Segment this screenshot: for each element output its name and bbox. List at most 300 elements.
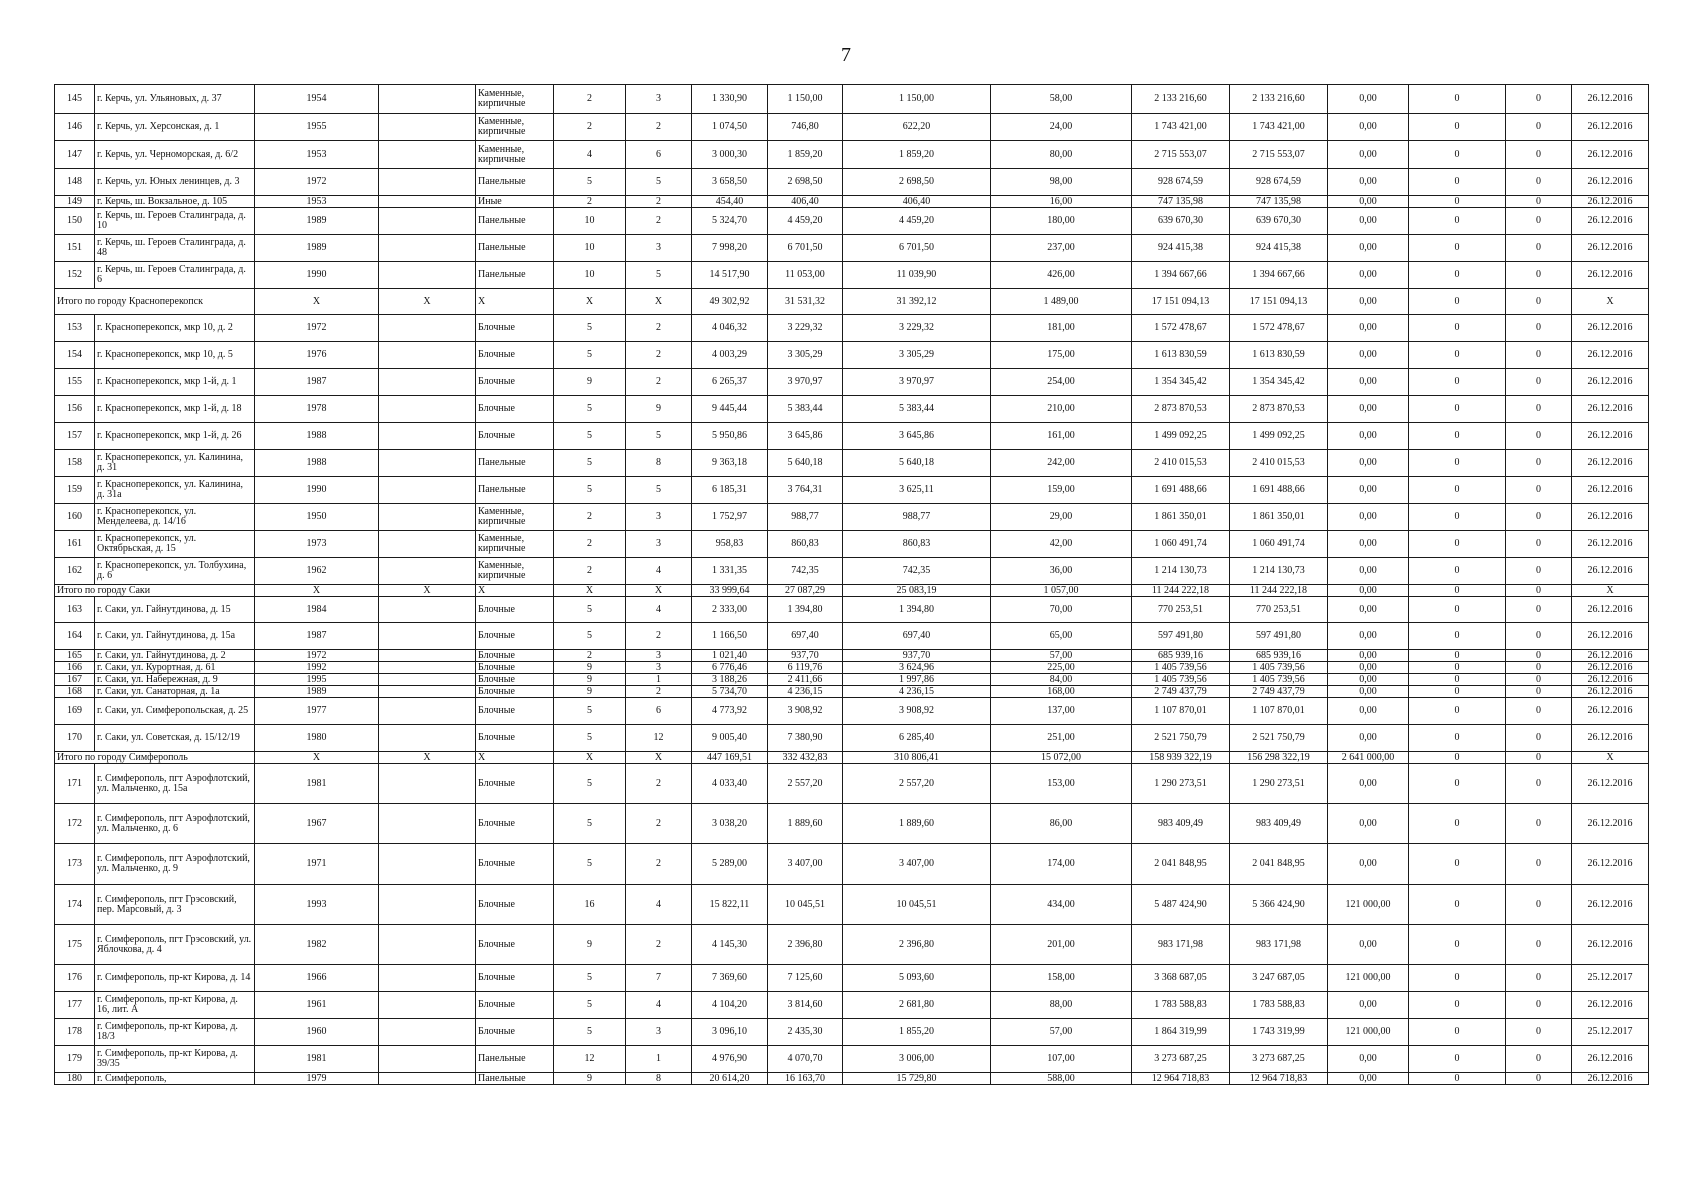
total-cost-cell: 1 783 588,83	[1132, 992, 1230, 1019]
planned-date-cell: 26.12.2016	[1572, 1073, 1649, 1085]
owners-cost-cell: 0	[1506, 698, 1572, 725]
total-cost-cell: 1 499 092,25	[1132, 423, 1230, 450]
fund-cost-cell: 12 964 718,83	[1230, 1073, 1328, 1085]
floors-cell: 2	[554, 114, 626, 141]
residents-count-cell: 588,00	[991, 1073, 1132, 1085]
floors-cell: 9	[554, 674, 626, 686]
budget-cost-cell: 0	[1409, 423, 1506, 450]
residents-count-cell: 58,00	[991, 85, 1132, 114]
year-built-cell: 1960	[255, 1019, 379, 1046]
table-body	[55, 85, 1649, 1085]
fund-cost-cell: 597 491,80	[1230, 623, 1328, 650]
residential-area-cell: 3 814,60	[768, 992, 843, 1019]
other-funds-cost-cell: 0,00	[1328, 396, 1409, 423]
budget-cost-cell: 0	[1409, 289, 1506, 315]
table-row	[55, 650, 1649, 662]
entrances-cell: X	[626, 585, 692, 597]
fund-cost-cell: 1 107 870,01	[1230, 698, 1328, 725]
total-cost-cell: 2 133 216,60	[1132, 85, 1230, 114]
total-cost-cell: 1 107 870,01	[1132, 698, 1230, 725]
wall-material-cell: Блочные	[476, 369, 554, 396]
residents-count-cell: 1 057,00	[991, 585, 1132, 597]
wall-material-cell: Блочные	[476, 342, 554, 369]
year-renovated-cell	[379, 531, 476, 558]
residential-area-cell: 3 764,31	[768, 477, 843, 504]
year-renovated-cell	[379, 725, 476, 752]
planned-date-cell: 26.12.2016	[1572, 1046, 1649, 1073]
row-number-cell: 161	[55, 531, 95, 558]
residential-area-private-cell: 5 093,60	[843, 965, 991, 992]
table-row	[55, 262, 1649, 289]
table-row	[55, 235, 1649, 262]
residential-area-private-cell: 2 681,80	[843, 992, 991, 1019]
other-funds-cost-cell: 0,00	[1328, 725, 1409, 752]
owners-cost-cell: 0	[1506, 423, 1572, 450]
floors-cell: 9	[554, 686, 626, 698]
residential-area-private-cell: 11 039,90	[843, 262, 991, 289]
year-renovated-cell	[379, 1073, 476, 1085]
residential-area-cell: 1 394,80	[768, 597, 843, 623]
residential-area-cell: 11 053,00	[768, 262, 843, 289]
year-built-cell: 1981	[255, 764, 379, 804]
row-number-cell: 169	[55, 698, 95, 725]
year-renovated-cell	[379, 169, 476, 196]
residential-area-private-cell: 10 045,51	[843, 885, 991, 925]
entrances-cell: 3	[626, 235, 692, 262]
wall-material-cell: Блочные	[476, 698, 554, 725]
owners-cost-cell: 0	[1506, 1073, 1572, 1085]
residential-area-cell: 3 305,29	[768, 342, 843, 369]
planned-date-cell: X	[1572, 289, 1649, 315]
owners-cost-cell: 0	[1506, 752, 1572, 764]
table-row	[55, 674, 1649, 686]
planned-date-cell: 26.12.2016	[1572, 423, 1649, 450]
budget-cost-cell: 0	[1409, 662, 1506, 674]
other-funds-cost-cell: 0,00	[1328, 597, 1409, 623]
address-cell: г. Красноперекопск, мкр 1-й, д. 26	[95, 423, 255, 450]
address-cell: г. Красноперекопск, ул. Калинина, д. 31	[95, 450, 255, 477]
fund-cost-cell: 2 715 553,07	[1230, 141, 1328, 169]
year-renovated-cell	[379, 844, 476, 885]
fund-cost-cell: 770 253,51	[1230, 597, 1328, 623]
wall-material-cell: Панельные	[476, 450, 554, 477]
floors-cell: 5	[554, 992, 626, 1019]
floors-cell: 10	[554, 208, 626, 235]
year-built-cell: 1992	[255, 662, 379, 674]
residential-area-cell: 7 380,90	[768, 725, 843, 752]
table-row	[55, 1046, 1649, 1073]
residential-area-cell: 27 087,29	[768, 585, 843, 597]
year-renovated-cell	[379, 650, 476, 662]
owners-cost-cell: 0	[1506, 208, 1572, 235]
other-funds-cost-cell: 121 000,00	[1328, 885, 1409, 925]
residential-area-cell: 2 435,30	[768, 1019, 843, 1046]
entrances-cell: 3	[626, 531, 692, 558]
wall-material-cell: Панельные	[476, 477, 554, 504]
table-row	[55, 531, 1649, 558]
wall-material-cell: Блочные	[476, 315, 554, 342]
residents-count-cell: 86,00	[991, 804, 1132, 844]
fund-cost-cell: 1 290 273,51	[1230, 764, 1328, 804]
total-cost-cell: 1 290 273,51	[1132, 764, 1230, 804]
year-renovated-cell	[379, 764, 476, 804]
budget-cost-cell: 0	[1409, 597, 1506, 623]
residential-area-private-cell: 2 396,80	[843, 925, 991, 965]
planned-date-cell: 26.12.2016	[1572, 208, 1649, 235]
address-cell: г. Саки, ул. Гайнутдинова, д. 15а	[95, 623, 255, 650]
total-cost-cell: 2 873 870,53	[1132, 396, 1230, 423]
total-area-cell: 6 265,37	[692, 369, 768, 396]
address-cell: г. Симферополь, пгт Аэрофлотский, ул. Мальченко, д. 9	[95, 844, 255, 885]
budget-cost-cell: 0	[1409, 315, 1506, 342]
planned-date-cell: 26.12.2016	[1572, 477, 1649, 504]
fund-cost-cell: 17 151 094,13	[1230, 289, 1328, 315]
total-cost-cell: 983 171,98	[1132, 925, 1230, 965]
residential-area-cell: 5 640,18	[768, 450, 843, 477]
year-built-cell: 1972	[255, 169, 379, 196]
planned-date-cell: 26.12.2016	[1572, 804, 1649, 844]
planned-date-cell: 26.12.2016	[1572, 725, 1649, 752]
row-number-cell: 170	[55, 725, 95, 752]
fund-cost-cell: 1 354 345,42	[1230, 369, 1328, 396]
fund-cost-cell: 1 743 421,00	[1230, 114, 1328, 141]
total-area-cell: 9 005,40	[692, 725, 768, 752]
residential-area-private-cell: 4 459,20	[843, 208, 991, 235]
other-funds-cost-cell: 0,00	[1328, 114, 1409, 141]
year-renovated-cell: X	[379, 289, 476, 315]
residential-area-private-cell: 5 640,18	[843, 450, 991, 477]
fund-cost-cell: 983 409,49	[1230, 804, 1328, 844]
residential-area-private-cell: 860,83	[843, 531, 991, 558]
entrances-cell: 2	[626, 342, 692, 369]
total-area-cell: 447 169,51	[692, 752, 768, 764]
table-row	[55, 342, 1649, 369]
other-funds-cost-cell: 0,00	[1328, 844, 1409, 885]
address-cell: г. Саки, ул. Санаторная, д. 1а	[95, 686, 255, 698]
owners-cost-cell: 0	[1506, 85, 1572, 114]
residential-area-private-cell: 2 698,50	[843, 169, 991, 196]
fund-cost-cell: 1 499 092,25	[1230, 423, 1328, 450]
planned-date-cell: 26.12.2016	[1572, 925, 1649, 965]
owners-cost-cell: 0	[1506, 262, 1572, 289]
residential-area-private-cell: 937,70	[843, 650, 991, 662]
address-cell: г. Саки, ул. Гайнутдинова, д. 15	[95, 597, 255, 623]
total-cost-cell: 685 939,16	[1132, 650, 1230, 662]
table-row	[55, 725, 1649, 752]
row-number-cell: 179	[55, 1046, 95, 1073]
total-label-cell: Итого по городу Симферополь	[55, 752, 255, 764]
residents-count-cell: 168,00	[991, 686, 1132, 698]
entrances-cell: 12	[626, 725, 692, 752]
owners-cost-cell: 0	[1506, 965, 1572, 992]
address-cell: г. Красноперекопск, мкр 1-й, д. 1	[95, 369, 255, 396]
year-renovated-cell	[379, 235, 476, 262]
planned-date-cell: 26.12.2016	[1572, 141, 1649, 169]
residential-area-cell: 10 045,51	[768, 885, 843, 925]
total-area-cell: 1 331,35	[692, 558, 768, 585]
table-row	[55, 686, 1649, 698]
wall-material-cell: Каменные, кирпичные	[476, 531, 554, 558]
table-row	[55, 804, 1649, 844]
owners-cost-cell: 0	[1506, 477, 1572, 504]
year-built-cell: X	[255, 752, 379, 764]
entrances-cell: 4	[626, 558, 692, 585]
other-funds-cost-cell: 0,00	[1328, 208, 1409, 235]
address-cell: г. Красноперекопск, ул. Менделеева, д. 14/16	[95, 504, 255, 531]
owners-cost-cell: 0	[1506, 114, 1572, 141]
total-area-cell: 1 752,97	[692, 504, 768, 531]
total-cost-cell: 2 410 015,53	[1132, 450, 1230, 477]
total-area-cell: 3 188,26	[692, 674, 768, 686]
planned-date-cell: 26.12.2016	[1572, 369, 1649, 396]
total-cost-cell: 1 691 488,66	[1132, 477, 1230, 504]
row-number-cell: 158	[55, 450, 95, 477]
owners-cost-cell: 0	[1506, 925, 1572, 965]
residential-area-cell: 3 970,97	[768, 369, 843, 396]
year-renovated-cell	[379, 369, 476, 396]
floors-cell: X	[554, 585, 626, 597]
residential-area-private-cell: 3 624,96	[843, 662, 991, 674]
table-row	[55, 698, 1649, 725]
total-area-cell: 4 003,29	[692, 342, 768, 369]
entrances-cell: 8	[626, 1073, 692, 1085]
table-total-row	[55, 585, 1649, 597]
other-funds-cost-cell: 0,00	[1328, 262, 1409, 289]
budget-cost-cell: 0	[1409, 686, 1506, 698]
entrances-cell: 7	[626, 965, 692, 992]
residents-count-cell: 180,00	[991, 208, 1132, 235]
address-cell: г. Красноперекопск, ул. Октябрьская, д. 15	[95, 531, 255, 558]
fund-cost-cell: 11 244 222,18	[1230, 585, 1328, 597]
residential-area-cell: 746,80	[768, 114, 843, 141]
year-built-cell: 1953	[255, 196, 379, 208]
residential-area-private-cell: 3 305,29	[843, 342, 991, 369]
total-area-cell: 7 369,60	[692, 965, 768, 992]
other-funds-cost-cell: 0,00	[1328, 992, 1409, 1019]
residential-area-cell: 3 645,86	[768, 423, 843, 450]
repair-program-table	[54, 84, 1649, 1085]
total-area-cell: 1 166,50	[692, 623, 768, 650]
budget-cost-cell: 0	[1409, 698, 1506, 725]
table-row	[55, 169, 1649, 196]
residential-area-cell: 1 150,00	[768, 85, 843, 114]
residential-area-private-cell: 3 970,97	[843, 369, 991, 396]
budget-cost-cell: 0	[1409, 169, 1506, 196]
total-label-cell: Итого по городу Красноперекопск	[55, 289, 255, 315]
owners-cost-cell: 0	[1506, 844, 1572, 885]
budget-cost-cell: 0	[1409, 558, 1506, 585]
budget-cost-cell: 0	[1409, 196, 1506, 208]
wall-material-cell: Каменные, кирпичные	[476, 114, 554, 141]
budget-cost-cell: 0	[1409, 477, 1506, 504]
address-cell: г. Керчь, ш. Героев Сталинграда, д. 48	[95, 235, 255, 262]
year-renovated-cell	[379, 885, 476, 925]
planned-date-cell: 26.12.2016	[1572, 698, 1649, 725]
address-cell: г. Саки, ул. Советская, д. 15/12/19	[95, 725, 255, 752]
residential-area-private-cell: 742,35	[843, 558, 991, 585]
wall-material-cell: Панельные	[476, 1073, 554, 1085]
table-row	[55, 396, 1649, 423]
residential-area-private-cell: 1 150,00	[843, 85, 991, 114]
year-renovated-cell	[379, 662, 476, 674]
total-cost-cell: 983 409,49	[1132, 804, 1230, 844]
floors-cell: 2	[554, 558, 626, 585]
planned-date-cell: 26.12.2016	[1572, 85, 1649, 114]
row-number-cell: 180	[55, 1073, 95, 1085]
residential-area-private-cell: 5 383,44	[843, 396, 991, 423]
total-area-cell: 3 038,20	[692, 804, 768, 844]
total-cost-cell: 2 749 437,79	[1132, 686, 1230, 698]
planned-date-cell: 26.12.2016	[1572, 764, 1649, 804]
budget-cost-cell: 0	[1409, 992, 1506, 1019]
fund-cost-cell: 1 861 350,01	[1230, 504, 1328, 531]
year-renovated-cell	[379, 141, 476, 169]
wall-material-cell: Блочные	[476, 885, 554, 925]
total-cost-cell: 11 244 222,18	[1132, 585, 1230, 597]
wall-material-cell: X	[476, 289, 554, 315]
year-built-cell: 1981	[255, 1046, 379, 1073]
row-number-cell: 153	[55, 315, 95, 342]
year-built-cell: 1954	[255, 85, 379, 114]
year-built-cell: 1988	[255, 423, 379, 450]
residential-area-private-cell: 1 859,20	[843, 141, 991, 169]
floors-cell: 9	[554, 369, 626, 396]
planned-date-cell: 26.12.2016	[1572, 235, 1649, 262]
year-renovated-cell	[379, 597, 476, 623]
floors-cell: 5	[554, 725, 626, 752]
fund-cost-cell: 983 171,98	[1230, 925, 1328, 965]
year-renovated-cell	[379, 196, 476, 208]
address-cell: г. Симферополь, пр-кт Кирова, д. 39/35	[95, 1046, 255, 1073]
total-cost-cell: 639 670,30	[1132, 208, 1230, 235]
address-cell: г. Симферополь, пгт Грэсовский, ул. Яблочкова, д. 4	[95, 925, 255, 965]
year-renovated-cell	[379, 1046, 476, 1073]
total-cost-cell: 1 864 319,99	[1132, 1019, 1230, 1046]
residential-area-cell: 2 698,50	[768, 169, 843, 196]
residential-area-cell: 5 383,44	[768, 396, 843, 423]
table-row	[55, 885, 1649, 925]
owners-cost-cell: 0	[1506, 196, 1572, 208]
total-area-cell: 9 363,18	[692, 450, 768, 477]
planned-date-cell: 25.12.2017	[1572, 965, 1649, 992]
total-area-cell: 958,83	[692, 531, 768, 558]
row-number-cell: 149	[55, 196, 95, 208]
budget-cost-cell: 0	[1409, 623, 1506, 650]
fund-cost-cell: 156 298 322,19	[1230, 752, 1328, 764]
planned-date-cell: 26.12.2016	[1572, 531, 1649, 558]
row-number-cell: 162	[55, 558, 95, 585]
year-built-cell: X	[255, 585, 379, 597]
residential-area-private-cell: 310 806,41	[843, 752, 991, 764]
residents-count-cell: 57,00	[991, 650, 1132, 662]
total-area-cell: 4 046,32	[692, 315, 768, 342]
row-number-cell: 154	[55, 342, 95, 369]
residential-area-private-cell: 1 394,80	[843, 597, 991, 623]
budget-cost-cell: 0	[1409, 965, 1506, 992]
total-label-cell: Итого по городу Саки	[55, 585, 255, 597]
other-funds-cost-cell: 121 000,00	[1328, 1019, 1409, 1046]
other-funds-cost-cell: 0,00	[1328, 477, 1409, 504]
total-cost-cell: 1 060 491,74	[1132, 531, 1230, 558]
total-area-cell: 20 614,20	[692, 1073, 768, 1085]
budget-cost-cell: 0	[1409, 804, 1506, 844]
wall-material-cell: Блочные	[476, 725, 554, 752]
residential-area-private-cell: 406,40	[843, 196, 991, 208]
row-number-cell: 174	[55, 885, 95, 925]
wall-material-cell: Блочные	[476, 686, 554, 698]
floors-cell: 5	[554, 597, 626, 623]
budget-cost-cell: 0	[1409, 752, 1506, 764]
owners-cost-cell: 0	[1506, 1046, 1572, 1073]
fund-cost-cell: 1 783 588,83	[1230, 992, 1328, 1019]
total-cost-cell: 1 572 478,67	[1132, 315, 1230, 342]
wall-material-cell: X	[476, 752, 554, 764]
budget-cost-cell: 0	[1409, 531, 1506, 558]
table-row	[55, 623, 1649, 650]
other-funds-cost-cell: 0,00	[1328, 531, 1409, 558]
planned-date-cell: X	[1572, 585, 1649, 597]
residents-count-cell: 254,00	[991, 369, 1132, 396]
year-built-cell: 1987	[255, 623, 379, 650]
budget-cost-cell: 0	[1409, 369, 1506, 396]
address-cell: г. Красноперекопск, ул. Калинина, д. 31а	[95, 477, 255, 504]
year-built-cell: 1972	[255, 315, 379, 342]
total-cost-cell: 2 715 553,07	[1132, 141, 1230, 169]
row-number-cell: 145	[55, 85, 95, 114]
budget-cost-cell: 0	[1409, 504, 1506, 531]
planned-date-cell: 26.12.2016	[1572, 662, 1649, 674]
budget-cost-cell: 0	[1409, 674, 1506, 686]
table-row	[55, 844, 1649, 885]
address-cell: г. Керчь, ул. Юных ленинцев, д. 3	[95, 169, 255, 196]
year-built-cell: 1987	[255, 369, 379, 396]
fund-cost-cell: 3 247 687,05	[1230, 965, 1328, 992]
floors-cell: 5	[554, 1019, 626, 1046]
address-cell: г. Симферополь, пгт Грэсовский, пер. Марсовый, д. 3	[95, 885, 255, 925]
floors-cell: 5	[554, 423, 626, 450]
year-built-cell: 1982	[255, 925, 379, 965]
row-number-cell: 177	[55, 992, 95, 1019]
entrances-cell: 2	[626, 114, 692, 141]
address-cell: г. Красноперекопск, ул. Толбухина, д. 6	[95, 558, 255, 585]
year-renovated-cell	[379, 804, 476, 844]
owners-cost-cell: 0	[1506, 141, 1572, 169]
other-funds-cost-cell: 0,00	[1328, 235, 1409, 262]
year-renovated-cell	[379, 315, 476, 342]
residents-count-cell: 137,00	[991, 698, 1132, 725]
floors-cell: 9	[554, 1073, 626, 1085]
floors-cell: X	[554, 752, 626, 764]
row-number-cell: 159	[55, 477, 95, 504]
row-number-cell: 148	[55, 169, 95, 196]
other-funds-cost-cell: 0,00	[1328, 662, 1409, 674]
row-number-cell: 147	[55, 141, 95, 169]
fund-cost-cell: 1 613 830,59	[1230, 342, 1328, 369]
floors-cell: 5	[554, 342, 626, 369]
owners-cost-cell: 0	[1506, 396, 1572, 423]
residential-area-private-cell: 3 625,11	[843, 477, 991, 504]
fund-cost-cell: 747 135,98	[1230, 196, 1328, 208]
year-built-cell: 1989	[255, 208, 379, 235]
budget-cost-cell: 0	[1409, 1073, 1506, 1085]
total-area-cell: 7 998,20	[692, 235, 768, 262]
planned-date-cell: 26.12.2016	[1572, 169, 1649, 196]
residential-area-private-cell: 31 392,12	[843, 289, 991, 315]
fund-cost-cell: 5 366 424,90	[1230, 885, 1328, 925]
year-renovated-cell	[379, 623, 476, 650]
floors-cell: 5	[554, 450, 626, 477]
other-funds-cost-cell: 0,00	[1328, 504, 1409, 531]
